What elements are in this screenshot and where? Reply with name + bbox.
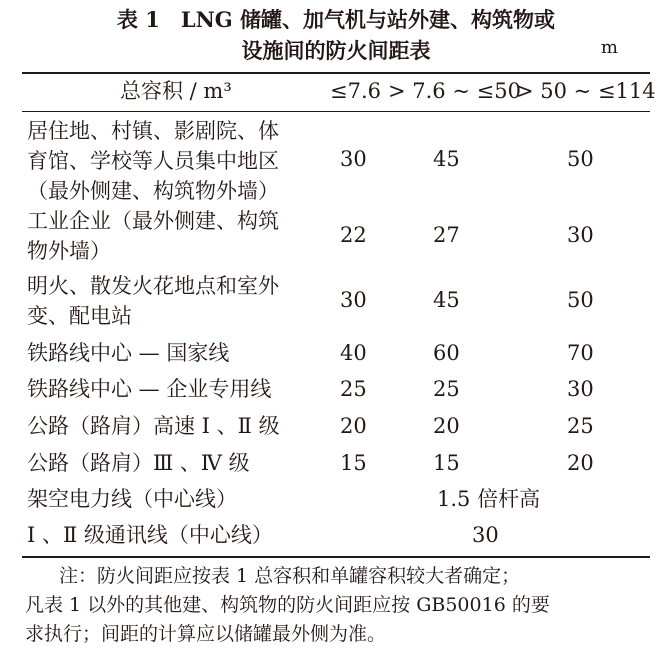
table-top-rule — [22, 72, 650, 74]
row-label-line: （最外侧建、构筑物外墙） — [27, 179, 279, 203]
row-label — [27, 374, 327, 404]
row-label-line: 工业企业（最外侧建、构筑 — [27, 209, 279, 233]
header-column-1: ≤7.6 — [330, 79, 381, 103]
row-label-line: 育馆、学校等人员集中地区 — [27, 149, 279, 173]
row-label-line: 公路（路肩）Ⅲ 、Ⅳ 级 — [27, 451, 250, 475]
merged-cell: 30 — [472, 523, 499, 547]
table-cell: 20 — [433, 414, 460, 438]
header-column-3: > 50 ~ ≤114 — [516, 79, 656, 103]
table-cell: 25 — [567, 414, 594, 438]
table-cell: 15 — [433, 451, 460, 475]
table-cell: 22 — [340, 223, 367, 247]
row-label — [27, 338, 327, 368]
row-label — [27, 448, 327, 478]
table-cell: 30 — [567, 223, 594, 247]
row-label — [27, 271, 327, 331]
row-label — [27, 484, 327, 514]
row-label-line: 架空电力线（中心线） — [27, 487, 237, 511]
table-cell: 40 — [340, 341, 367, 365]
row-label-line: 变、配电站 — [27, 304, 132, 328]
table-title-line-1: 表 1 LNG 储罐、加气机与站外建、构筑物或 — [116, 7, 556, 32]
merged-cell: 1.5 倍杆高 — [437, 487, 541, 511]
row-label — [27, 520, 327, 550]
table-header-rule — [22, 111, 650, 112]
header-volume-label: 总容积 / m³ — [120, 79, 232, 103]
table-cell: 50 — [567, 147, 594, 171]
table-title-line-2: 设施间的防火间距表 — [241, 38, 431, 63]
row-label-line: 铁路线中心 — 国家线 — [27, 341, 230, 365]
row-label-line: 公路（路肩）高速 Ⅰ 、Ⅱ 级 — [27, 414, 280, 438]
table-cell: 30 — [340, 288, 367, 312]
table-cell: 30 — [340, 147, 367, 171]
note-line: 求执行；间距的计算应以储罐最外侧为准。 — [25, 623, 387, 645]
table-cell: 45 — [433, 288, 460, 312]
table-cell: 45 — [433, 147, 460, 171]
row-label — [27, 411, 327, 441]
table-bottom-rule — [22, 556, 650, 558]
table-cell: 27 — [433, 223, 460, 247]
table-cell: 25 — [340, 377, 367, 401]
row-label-line: 铁路线中心 — 企业专用线 — [27, 377, 272, 401]
row-label — [27, 116, 327, 206]
table-cell: 30 — [567, 377, 594, 401]
table-note — [25, 562, 650, 649]
unit-label: m — [600, 37, 618, 58]
table-cell: 70 — [567, 341, 594, 365]
table-cell: 60 — [433, 341, 460, 365]
table-cell: 50 — [567, 288, 594, 312]
row-label-line: 明火、散发火花地点和室外 — [27, 274, 279, 298]
table-cell: 20 — [340, 414, 367, 438]
row-label-line: 居住地、村镇、影剧院、体 — [27, 119, 279, 143]
note-line: 凡表 1 以外的其他建、构筑物的防火间距应按 GB50016 的要 — [25, 594, 550, 616]
table-cell: 15 — [340, 451, 367, 475]
row-label — [27, 206, 327, 266]
note-line: 注：防火间距应按表 1 总容积和单罐容积较大者确定； — [59, 565, 521, 587]
table-cell: 20 — [567, 451, 594, 475]
table-cell: 25 — [433, 377, 460, 401]
table-title — [0, 4, 672, 66]
row-label-line: Ⅰ 、Ⅱ 级通讯线（中心线） — [27, 523, 273, 547]
header-column-2: > 7.6 ~ ≤50 — [388, 79, 521, 103]
row-label-line: 物外墙） — [27, 239, 111, 263]
